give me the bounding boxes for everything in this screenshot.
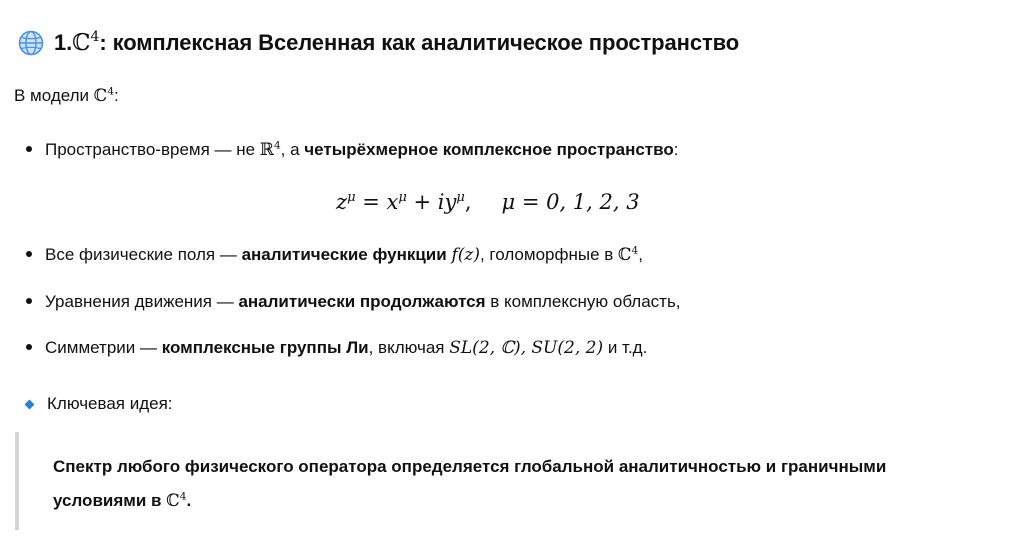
heading-space-symbol: ℂ$^4$ [72, 29, 100, 56]
lie-groups-math: SL(2, ℂ), SU(2, 2) [449, 338, 604, 358]
real-space-symbol: ℝ$^4$ [259, 139, 281, 160]
bullet-dot [26, 298, 32, 304]
list-item: Симметрии — комплексные группы Ли, включая SL(2, ℂ), SU(2, 2) и т.д. [26, 338, 647, 358]
list-item: Все физические поля — аналитические функции f(z), голоморфные в ℂ$^4$, [26, 245, 643, 265]
list-item: Уравнения движения — аналитически продолжаются в комплексную область, [26, 292, 681, 312]
function-symbol: f(z) [451, 245, 480, 265]
bullet-dot [26, 251, 32, 257]
globe-icon [18, 30, 44, 56]
blockquote-text: Спектр любого физического оператора определяется глобальной аналитичностью и граничными условиями в ℂ$^4$. [53, 457, 887, 511]
heading-number: 1. [54, 30, 73, 55]
display-formula: $z^\mu = x^\mu + iy^\mu$, μ = 0, 1, 2, 3 [336, 189, 640, 214]
list-item: Пространство-время — не ℝ$^4$, а четырёхмерное комплексное пространство: [26, 140, 678, 160]
blockquote [15, 432, 919, 530]
key-idea-label: Ключевая идея: [26, 394, 173, 414]
intro-symbol: ℂ$^4$ [93, 85, 115, 106]
section-heading [18, 30, 739, 56]
bullet-dot [26, 146, 32, 152]
bullet-dot [26, 344, 32, 350]
intro-line: В модели ℂ$^4$: [14, 85, 119, 106]
diamond-icon [25, 399, 35, 409]
heading-text: : комплексная Вселенная как аналитическое пространство [99, 30, 740, 55]
